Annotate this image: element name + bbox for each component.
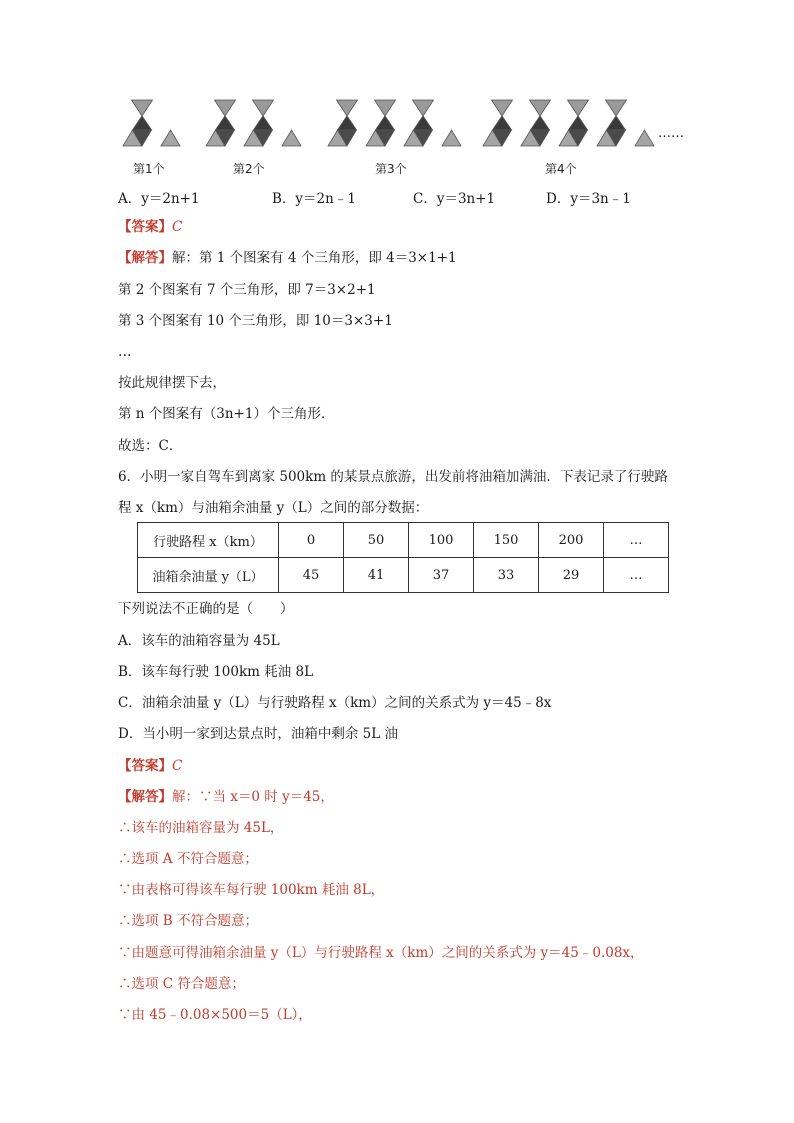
q6-solution-line-5: ∴选项 B 不符合题意；: [118, 913, 259, 929]
q6-stem-line-1: 6．小明一家自驾车到离家 500km 的某景点旅游，出发前将油箱加满油．下表记录了行驶路: [118, 469, 668, 485]
solution-text: 解：∵当 x＝0 时 y＝45，: [172, 789, 334, 805]
center-triangle: [569, 116, 588, 130]
q5-option-d: D．y＝3n﹣1: [546, 191, 631, 207]
q5-option-c: C．y＝3n+1: [413, 191, 496, 207]
table-cell: 45: [279, 558, 344, 593]
top-triangle: [606, 100, 627, 116]
solution-tag: 【解答】: [118, 789, 172, 805]
solution-text: 解：第 1 个图案有 4 个三角形，即 4＝3×1+1: [172, 250, 457, 266]
q6-solution-line-8: ∵由 45﹣0.08×500＝5（L），: [118, 1007, 312, 1023]
answer-tag: 【答案】: [118, 219, 172, 235]
answer-value: C: [172, 758, 183, 774]
top-triangle: [215, 100, 236, 116]
bottom-triangle: [282, 130, 301, 146]
q6-option-c: C．油箱余油量 y（L）与行驶路程 x（km）之间的关系式为 y＝45﹣8x: [118, 695, 552, 711]
top-triangle: [530, 100, 551, 116]
top-triangle: [132, 100, 153, 116]
q6-solution-line-3: ∴选项 A 不符合题意；: [118, 851, 258, 867]
center-triangle: [607, 116, 626, 130]
answer-value: C: [172, 219, 183, 235]
figure-label-2: 第2个: [233, 162, 265, 176]
pattern-drawing: [118, 96, 698, 156]
q5-solution-line-7: 故选：C．: [118, 438, 183, 454]
q5-solution-line-4: …: [118, 344, 132, 360]
table-cell: 29: [539, 558, 604, 593]
center-triangle: [531, 116, 550, 130]
bottom-triangle: [161, 130, 180, 146]
table-cell: …: [604, 558, 669, 593]
table-cell: 油箱余油量 y（L）: [138, 558, 279, 593]
figure-label-4: 第4个: [545, 162, 577, 176]
solution-tag: 【解答】: [118, 250, 172, 266]
q6-solution-line-6: ∵由题意可得油箱余油量 y（L）与行驶路程 x（km）之间的关系式为 y＝45﹣0.08x，: [118, 945, 644, 961]
figure-ellipsis: ……: [658, 126, 684, 141]
figure-label-1: 第1个: [133, 162, 165, 176]
q6-option-a: A．该车的油箱容量为 45L: [118, 633, 280, 649]
bottom-triangle: [635, 130, 654, 146]
q5-solution-line-3: 第 3 个图案有 10 个三角形，即 10＝3×3+1: [118, 313, 393, 329]
q5-option-a: A．y＝2n+1: [118, 191, 200, 207]
table-cell: 行驶路程 x（km）: [138, 523, 279, 558]
q5-solution-line-5: 按此规律摆下去，: [118, 375, 226, 391]
table-cell: 0: [279, 523, 344, 558]
q6-answer-line: [118, 757, 182, 775]
q5-solution-line-6: 第 n 个图案有（3n+1）个三角形．: [118, 406, 335, 422]
q6-solution-line-4: ∵由表格可得该车每行驶 100km 耗油 8L，: [118, 882, 385, 898]
table-cell: 50: [344, 523, 409, 558]
q6-solution-line-1: [118, 788, 334, 806]
q6-solution-line-2: ∴该车的油箱容量为 45L，: [118, 820, 284, 836]
answer-tag: 【答案】: [118, 758, 172, 774]
top-triangle: [413, 100, 434, 116]
center-triangle: [376, 116, 395, 130]
figure-label-3: 第3个: [375, 162, 407, 176]
table-cell: 100: [409, 523, 474, 558]
center-triangle: [254, 116, 273, 130]
q6-data-table: [137, 522, 669, 593]
top-triangle: [492, 100, 513, 116]
table-cell: 150: [474, 523, 539, 558]
q6-stem-line-2: 程 x（km）与油箱余油量 y（L）之间的部分数据：: [118, 500, 429, 516]
top-triangle: [253, 100, 274, 116]
q5-answer-line: [118, 218, 182, 236]
q6-solution-line-7: ∴选项 C 符合题意；: [118, 976, 245, 992]
top-triangle: [568, 100, 589, 116]
table-row: [138, 523, 669, 558]
q6-option-d: D．当小明一家到达景点时，油箱中剩余 5L 油: [118, 726, 398, 742]
q5-solution-line-2: 第 2 个图案有 7 个三角形，即 7＝3×2+1: [118, 282, 376, 298]
top-triangle: [375, 100, 396, 116]
table-cell: 37: [409, 558, 474, 593]
top-triangle: [337, 100, 358, 116]
triangle-pattern-figure: [118, 96, 698, 178]
q6-question: 下列说法不正确的是（ ）: [118, 601, 294, 617]
bottom-triangle: [442, 130, 461, 146]
table-cell: 200: [539, 523, 604, 558]
table-cell: …: [604, 523, 669, 558]
center-triangle: [133, 116, 152, 130]
table-cell: 33: [474, 558, 539, 593]
center-triangle: [493, 116, 512, 130]
center-triangle: [338, 116, 357, 130]
q6-option-b: B．该车每行驶 100km 耗油 8L: [118, 664, 314, 680]
center-triangle: [216, 116, 235, 130]
table-row: [138, 558, 669, 593]
table-cell: 41: [344, 558, 409, 593]
q5-solution-line-1: [118, 249, 457, 267]
center-triangle: [414, 116, 433, 130]
q5-option-b: B．y＝2n﹣1: [272, 191, 356, 207]
